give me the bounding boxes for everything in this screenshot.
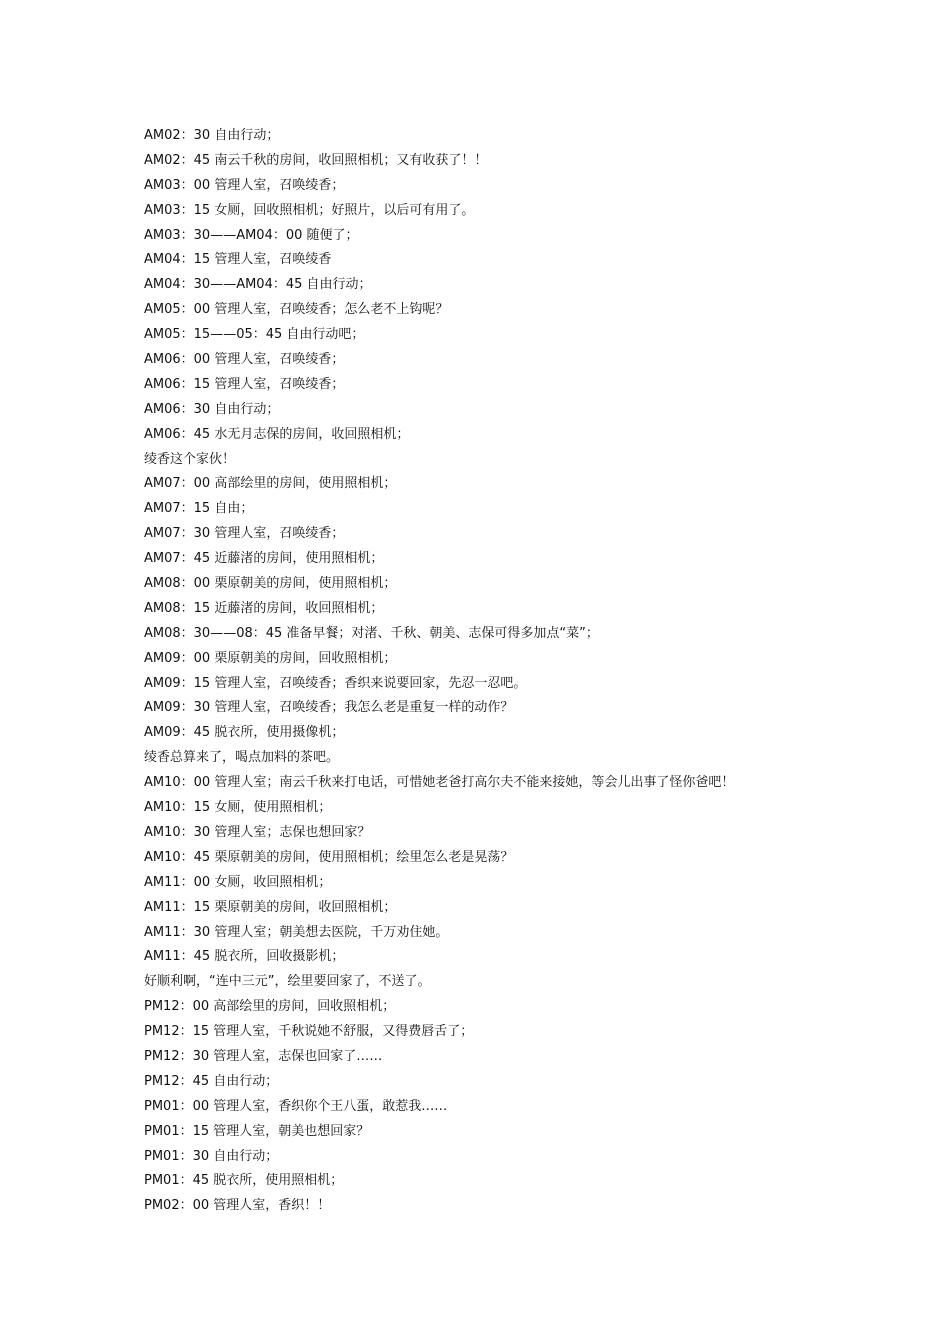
text-line: PM12：15 管理人室，千秋说她不舒服，又得费唇舌了； bbox=[144, 1024, 474, 1040]
text-line: AM10：30 管理人室；志保也想回家？ bbox=[144, 824, 371, 840]
text-line: AM05：15——05：45 自由行动吧； bbox=[144, 327, 365, 343]
text-line: AM09：15 管理人室，召唤绫香；香织来说要回家，先忍一忍吧。 bbox=[144, 675, 527, 691]
text-line: AM10：45 栗原朝美的房间，使用照相机；绘里怎么老是晃荡？ bbox=[144, 849, 514, 865]
text-line: AM07：15 自由； bbox=[144, 501, 254, 517]
text-line: AM08：15 近藤渚的房间，收回照相机； bbox=[144, 600, 384, 616]
text-line: AM11：15 栗原朝美的房间，收回照相机； bbox=[144, 899, 397, 915]
text-line: PM01：15 管理人室，朝美也想回家？ bbox=[144, 1123, 370, 1139]
text-line: PM01：00 管理人室，香织你个王八蛋，敢惹我…… bbox=[144, 1098, 448, 1114]
text-line: AM06：45 水无月志保的房间，收回照相机； bbox=[144, 426, 410, 442]
text-line: AM07：00 高部绘里的房间，使用照相机； bbox=[144, 476, 397, 492]
text-line: 绫香这个家伙！ bbox=[144, 451, 236, 467]
text-line: AM03：30——AM04：00 随便了； bbox=[144, 227, 359, 243]
text-line: AM03：15 女厕，回收照相机；好照片，以后可有用了。 bbox=[144, 202, 475, 218]
text-line: AM04：15 管理人室，召唤绫香 bbox=[144, 252, 332, 268]
text-line: AM06：30 自由行动； bbox=[144, 401, 280, 417]
text-line: AM04：30——AM04：45 自由行动； bbox=[144, 277, 372, 293]
text-line: AM11：00 女厕，收回照相机； bbox=[144, 874, 332, 890]
text-line: PM12：45 自由行动； bbox=[144, 1073, 279, 1089]
text-line: AM06：00 管理人室，召唤绫香； bbox=[144, 352, 345, 368]
text-line: 好顺利啊，“连中三元”，绘里要回家了，不送了。 bbox=[144, 974, 431, 990]
document-body bbox=[144, 124, 904, 1219]
text-line: 绫香总算来了，喝点加料的茶吧。 bbox=[144, 750, 340, 766]
text-line: AM08：30——08：45 准备早餐；对渚、千秋、朝美、志保可得多加点“菜”； bbox=[144, 625, 599, 641]
text-line: PM02：00 管理人室，香织！！ bbox=[144, 1198, 331, 1214]
text-line: AM07：30 管理人室，召唤绫香； bbox=[144, 526, 345, 542]
text-line: AM02：45 南云千秋的房间，收回照相机；又有收获了！！ bbox=[144, 152, 488, 168]
text-line: AM11：30 管理人室；朝美想去医院，千万劝住她。 bbox=[144, 924, 449, 940]
text-line: PM01：30 自由行动； bbox=[144, 1148, 279, 1164]
text-line: AM09：30 管理人室，召唤绫香；我怎么老是重复一样的动作？ bbox=[144, 700, 514, 716]
text-line: AM08：00 栗原朝美的房间，使用照相机； bbox=[144, 576, 397, 592]
text-line: AM09：00 栗原朝美的房间，回收照相机； bbox=[144, 650, 397, 666]
text-line: PM12：30 管理人室，志保也回家了…… bbox=[144, 1048, 383, 1064]
text-line: PM01：45 脱衣所，使用照相机； bbox=[144, 1173, 344, 1189]
text-line: AM03：00 管理人室，召唤绫香； bbox=[144, 177, 345, 193]
text-line: AM02：30 自由行动； bbox=[144, 128, 280, 143]
text-line: AM06：15 管理人室，召唤绫香； bbox=[144, 376, 345, 392]
text-line: AM05：00 管理人室，召唤绫香；怎么老不上钩呢？ bbox=[144, 302, 449, 318]
text-line: AM07：45 近藤渚的房间，使用照相机； bbox=[144, 551, 384, 567]
text-line: AM10：00 管理人室；南云千秋来打电话，可惜她老爸打高尔夫不能来接她，等会儿出事了怪你爸吧！ bbox=[144, 775, 735, 791]
text-line: AM10：15 女厕，使用照相机； bbox=[144, 800, 332, 816]
text-line: AM11：45 脱衣所，回收摄影机； bbox=[144, 949, 345, 965]
text-line: PM12：00 高部绘里的房间，回收照相机； bbox=[144, 999, 396, 1015]
text-line: AM09：45 脱衣所，使用摄像机； bbox=[144, 725, 345, 741]
